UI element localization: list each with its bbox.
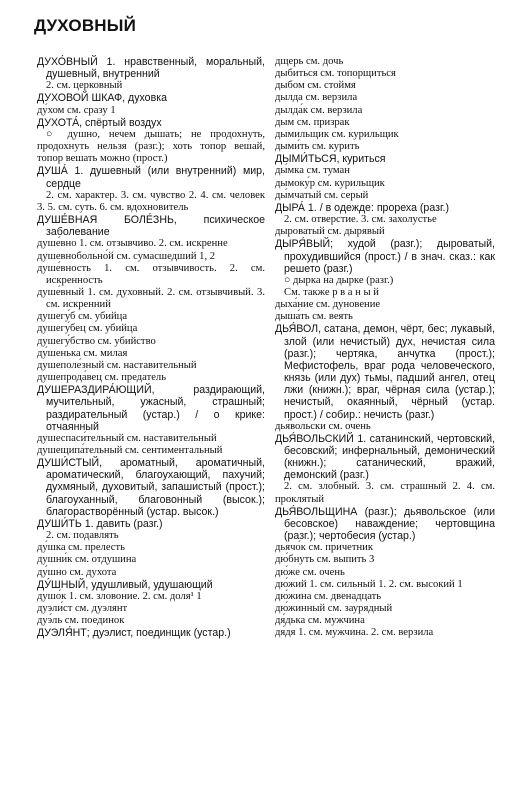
dictionary-entry: ○ душно, нечем дышать; не продохнуть, продохнуть нельзя (разг.); хоть топор вешай, топор вешать можно (прост.) — [37, 128, 265, 165]
right-column — [275, 56, 495, 640]
dictionary-headword-entry: ДЬЯ́ВОЛ, сатана, демон, чёрт, бес; лукавый, злой (или нечистый) дух, нечистая сила (разг.); чертяка, анчутка (прост.); Мефистофель, враг рода человеческого, князь (или дух) тьмы, падший ангел, отец лжи (книжн.); враг, чёрная сила (устар.); нечистый, окаянный, чёрный (устар. прост.) / собир.: нечисть (разг.) — [275, 323, 495, 421]
dictionary-entry: 2. см. злобный. 3. см. страшный 2. 4. см. проклятый — [275, 481, 495, 505]
dictionary-headword-entry: ДУШИ́ТЬ 1. давить (разг.) — [37, 517, 163, 530]
dictionary-entry: душе́вно 1. см. отзывчиво. 2. см. искренне — [37, 238, 228, 250]
dictionary-entry: душе́вный 1. см. духовный. 2. см. отзывчивый. 3. см. искренний — [37, 286, 265, 311]
dictionary-entry: душни́к см. отдушина — [37, 554, 137, 566]
dictionary-headword-entry: ДЫРА́ 1. / в одежде: прореха (разг.) — [275, 201, 449, 214]
dictionary-headword-entry: ДУШИ́СТЫЙ, ароматный, ароматичный, ароматический, благоухающий, пахучий; духмяный, духовитый, запашистый (прост.); благоуханный, благовонный (высок.); благорастворённый (устар. высок.) — [37, 457, 265, 518]
dictionary-entry: дыбом см. стоймя — [275, 80, 356, 92]
dictionary-entry: ○ дырка на дырке (разг.) — [284, 274, 394, 286]
dictionary-entry: ду́шно см. духота — [37, 566, 117, 578]
dictionary-entry: дю́же см. очень — [275, 566, 345, 578]
dictionary-entry: дыша́ть см. веять — [275, 311, 353, 323]
dictionary-entry: душегу́бец см. убийца — [37, 323, 138, 335]
dictionary-entry: дя́дька см. мужчина — [275, 615, 365, 627]
dictionary-entry: дымильщик см. курильщик — [275, 128, 399, 140]
dictionary-entry: дымоку́р см. курильщик — [275, 177, 385, 189]
dictionary-entry: 2. см. отверстие. 3. см. захолустье — [284, 214, 437, 226]
dictionary-entry: дьячо́к см. причетник — [275, 542, 373, 554]
dictionary-entry: душе́вность 1. см. отзывчивость. 2. см. искренность — [37, 262, 265, 286]
dictionary-entry: душегу́б см. убийца — [37, 311, 128, 323]
dictionary-headword-entry: ДЬЯ́ВОЛЬСКИЙ 1. сатанинский, чертовский, бесовский; инфернальный, демонический (книжн.); сатанический, вражий, демонский (разг.) — [275, 432, 495, 482]
dictionary-entry: дылда см. верзила — [275, 92, 358, 104]
dictionary-entry: дщерь см. дочь — [275, 56, 344, 67]
dictionary-entry: дья́вольски см. очень — [275, 420, 371, 432]
dictionary-entry: душеполе́зный см. наставительный — [37, 359, 197, 371]
dictionary-headword-entry: ДУШЕРАЗДИРА́ЮЩИЙ, раздирающий, мучительный, ужасный, страшный; раздирательный (устар.) / о крике: отчаянный — [37, 384, 265, 433]
dictionary-entry: дыми́ть см. курить — [275, 141, 360, 153]
dictionary-entry: душепрода́вец см. предатель — [37, 372, 167, 384]
dictionary-headword-entry: ДУХОВОЙ ШКАФ, духовка — [37, 92, 167, 105]
dictionary-entry: дю́жинный см. заурядный — [275, 603, 393, 615]
dictionary-entry: ду́шенька см. милая — [37, 347, 128, 359]
dictionary-entry: дыбиться см. топорщиться — [275, 68, 396, 80]
dictionary-entry: 2. см. характер. 3. см. чувство 2. 4. см. человек 3. 5. см. суть. 6. см. вдохновитель — [37, 189, 265, 213]
dictionary-entry: дю́жина см. двенадцать — [275, 590, 382, 602]
dictionary-entry: 2. см. церковный — [46, 80, 123, 92]
dictionary-entry: дылда́к см. верзила — [275, 104, 363, 116]
dictionary-headword-entry: ДУХО́ВНЫЙ 1. нравственный, моральный, душевный, внутренний — [37, 56, 265, 81]
dictionary-entry: душевнобольно́й см. сумасшедший 1, 2 — [37, 250, 216, 262]
dictionary-headword-entry: ДЫМИ́ТЬСЯ, куриться — [275, 153, 386, 166]
dictionary-entry: душещипа́тельный см. сентиментальный — [37, 445, 223, 456]
dictionary-headword-entry: ДУЭЛЯ́НТ; дуэлист, поединщик (устар.) — [37, 627, 231, 640]
dictionary-entry: дуэли́ст см. дуэлянт — [37, 603, 128, 615]
dictionary-headword-entry: ДУХОТА́, спёртый воздух — [37, 116, 162, 129]
page-title: ДУХОВНЫЙ — [34, 16, 137, 35]
dictionary-headword-entry: ДУША́ 1. душевный (или внутренний) мир, сердце — [37, 165, 265, 190]
dictionary-entry: дуэ́ль см. поединок — [37, 615, 125, 627]
dictionary-entry: ды́мка см. туман — [275, 165, 350, 177]
left-column — [37, 56, 265, 640]
dictionary-entry: 2. см. подавлять — [46, 530, 119, 542]
dictionary-entry: дя́дя 1. см. мужчина. 2. см. верзила — [275, 627, 434, 639]
dictionary-entry: дыха́ние см. дуновение — [275, 299, 381, 311]
dictionary-entry: ду́шка см. прелесть — [37, 542, 125, 554]
dictionary-headword-entry: ДЫРЯ́ВЫЙ; худой (разг.); дыроватый, прохудившийся (прост.) / в знач. сказ.: как решето (разг.) — [275, 238, 495, 275]
dictionary-entry: душеспаси́тельный см. наставительный — [37, 432, 217, 444]
dictionary-entry: ду́хом см. сразу 1 — [37, 104, 116, 116]
dictionary-entry: душегу́бство см. убийство — [37, 335, 156, 347]
dictionary-entry: См. также р в а н ы й — [284, 286, 379, 298]
dictionary-entry: дыроватый см. дырявый — [275, 226, 385, 238]
dictionary-entry: дю́бнуть см. выпить 3 — [275, 554, 375, 566]
dictionary-headword-entry: ДУ́ШНЫЙ, удушливый, удушающий — [37, 578, 213, 591]
dictionary-entry: дым см. призрак — [275, 116, 350, 128]
dictionary-entry: душо́к 1. см. зловоние. 2. см. доля¹ 1 — [37, 590, 202, 602]
dictionary-headword-entry: ДЬЯ́ВОЛЬЩИНА (разг.); дьявольское (или бесовское) наваждение; чертовщина (разг.); чертобесия (устар.) — [275, 505, 495, 543]
dictionary-headword-entry: ДУШЕ́ВНАЯ БОЛЕ́ЗНЬ, психическое заболевание — [37, 214, 265, 239]
dictionary-entry: дю́жий 1. см. сильный 1. 2. см. высокий 1 — [275, 578, 463, 590]
dictionary-entry: ды́мчатый см. серый — [275, 189, 369, 201]
